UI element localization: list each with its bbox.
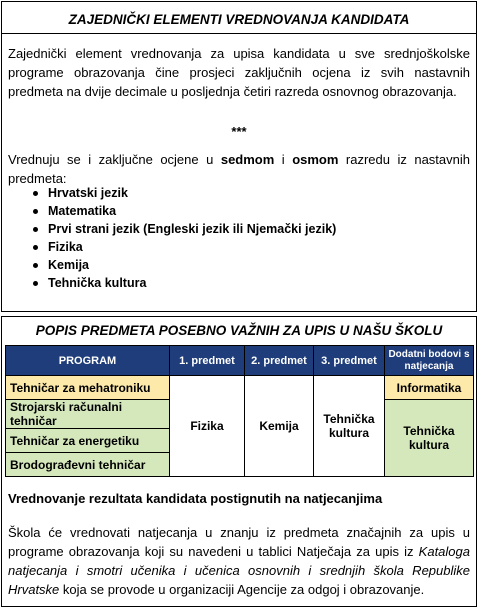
subject-1-cell: Fizika	[170, 376, 245, 477]
subject-2-cell: Kemija	[245, 376, 314, 477]
title-divider	[2, 33, 476, 34]
list-item: Fizika	[48, 238, 336, 256]
grades-sentence: Vrednuju se i zaključne ocjene u sedmom i osmom razredu iz nastavnih predmeta:	[8, 152, 470, 186]
extra-points-cell: Informatika	[385, 376, 474, 400]
program-cell: Brodograđevni tehničar	[6, 453, 170, 477]
programs-table	[5, 345, 474, 477]
competition-heading: Vrednovanje rezultata kandidata postignutih na natjecanjima	[8, 491, 383, 506]
list-item: Matematika	[48, 202, 336, 220]
important-subjects-section	[1, 316, 477, 607]
header-extra-points: Dodatni bodovi s natjecanja	[385, 346, 474, 376]
common-criteria-section	[1, 1, 477, 312]
list-item: Tehnička kultura	[48, 274, 336, 292]
table-header-row	[6, 346, 474, 376]
list-item: Prvi strani jezik (Engleski jezik ili Njemački jezik)	[48, 222, 337, 236]
subjects-list	[48, 184, 336, 292]
catalog-title: Kataloga natjecanja i smotri učenika i učenica osnovnih i srednjih škola Republike Hrvatske	[8, 544, 470, 597]
extra-points-cell: Tehnička kultura	[385, 400, 474, 477]
separator-stars: ***	[231, 124, 247, 139]
section-title-common-criteria: ZAJEDNIČKI ELEMENTI VREDNOVANJA KANDIDATA	[68, 12, 410, 27]
intro-paragraph: Zajednički element vrednovanja za upisa kandidata u sve srednjoškolske programe obrazovanja čine prosjeci zaključnih ocjena iz svih nastavnih predmeta na dvije decimale u posljednja četiri razreda osnovnog obrazovanja.	[8, 46, 470, 99]
header-subject-1: 1. predmet	[170, 346, 245, 376]
table-row	[6, 376, 474, 400]
competition-paragraph: Škola će vrednovati natjecanja u znanju iz predmeta značajnih za upis u programe obrazovanja koji su navedeni u tablici Natječaja za upis iz Kataloga natjecanja i smotri učenika i učenica osnovnih i srednjih škola Republike Hrvatske koja se provode u organizaciji Agencije za odgoj i obrazovanje.	[8, 525, 470, 597]
header-subject-2: 2. predmet	[245, 346, 314, 376]
grade-eighth: osmom	[292, 152, 339, 167]
section-title-important-subjects: POPIS PREDMETA POSEBNO VAŽNIH ZA UPIS U NAŠU ŠKOLU	[35, 323, 443, 338]
program-cell: Strojarski računalni tehničar	[6, 400, 170, 429]
program-cell: Tehničar za mehatroniku	[6, 376, 170, 400]
list-item: Hrvatski jezik	[48, 184, 336, 202]
program-cell: Tehničar za energetiku	[6, 429, 170, 453]
subject-3-cell: Tehnička kultura	[314, 376, 385, 477]
list-item: Kemija	[48, 256, 336, 274]
header-subject-3: 3. predmet	[314, 346, 385, 376]
grade-seventh: sedmom	[220, 152, 275, 167]
header-program: PROGRAM	[6, 346, 170, 376]
